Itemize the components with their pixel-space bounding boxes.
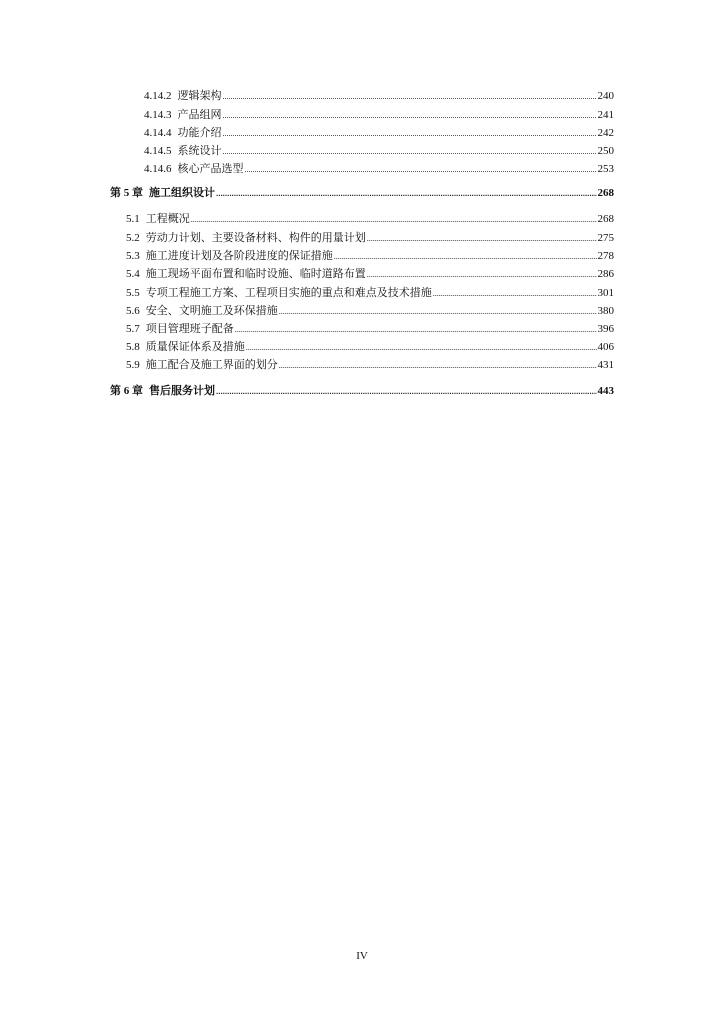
toc-entry-title: 安全、文明施工及环保措施 (145, 305, 278, 317)
toc-chapter-title: 售后服务计划 (149, 385, 215, 397)
page-number-footer: IV (356, 950, 368, 962)
toc-chapter-page: 443 (597, 385, 614, 397)
toc-entry-4-14-5[interactable] (144, 144, 614, 159)
toc-entry-title: 施工现场平面布置和临时设施、临时道路布置 (145, 268, 366, 280)
toc-leader-dots (367, 232, 597, 246)
toc-entry-4-14-2[interactable] (144, 89, 614, 104)
toc-chapter-number: 第 5 章 (110, 187, 143, 199)
toc-entry-page: 286 (597, 268, 614, 280)
toc-chapter-6[interactable] (110, 384, 614, 399)
toc-chapter-number: 第 6 章 (110, 385, 143, 397)
toc-entry-page: 241 (597, 109, 614, 121)
toc-entry-5-3[interactable] (126, 249, 614, 264)
toc-entry-number: 5.9 (126, 359, 140, 371)
toc-entry-5-2[interactable] (126, 231, 614, 246)
toc-entry-title: 项目管理班子配备 (145, 323, 234, 335)
toc-leader-dots (223, 127, 597, 141)
toc-leader-dots (279, 359, 597, 373)
toc-leader-dots (433, 287, 597, 301)
toc-entry-4-14-3[interactable] (144, 108, 614, 123)
toc-entry-5-5[interactable] (126, 286, 614, 301)
toc-leader-dots (216, 187, 597, 201)
toc-entry-number: 4.14.6 (144, 163, 172, 175)
toc-leader-dots (334, 250, 597, 264)
toc-entry-title: 核心产品选型 (177, 163, 244, 175)
toc-entry-number: 5.7 (126, 323, 140, 335)
toc-entry-title: 劳动力计划、主要设备材料、构件的用量计划 (145, 232, 366, 244)
toc-entry-4-14-6[interactable] (144, 162, 614, 177)
toc-entry-page: 380 (597, 305, 614, 317)
toc-leader-dots (223, 145, 597, 159)
toc-entry-number: 4.14.3 (144, 109, 172, 121)
toc-entry-page: 301 (597, 287, 614, 299)
toc-entry-title: 工程概况 (145, 213, 190, 225)
toc-entry-page: 250 (597, 145, 614, 157)
toc-entry-page: 242 (597, 127, 614, 139)
toc-entry-number: 5.4 (126, 268, 140, 280)
toc-entry-4-14-4[interactable] (144, 126, 614, 141)
toc-entry-title: 施工配合及施工界面的划分 (145, 359, 278, 371)
toc-chapter-page: 268 (597, 187, 614, 199)
toc-entry-number: 5.6 (126, 305, 140, 317)
toc-entry-page: 253 (597, 163, 614, 175)
toc-entry-number: 5.3 (126, 250, 140, 262)
toc-entry-number: 5.2 (126, 232, 140, 244)
toc-entry-5-9[interactable] (126, 358, 614, 373)
toc-entry-title: 专项工程施工方案、工程项目实施的重点和难点及技术措施 (145, 287, 432, 299)
toc-chapter-title: 施工组织设计 (149, 187, 215, 199)
toc-entry-number: 4.14.5 (144, 145, 172, 157)
toc-entry-page: 431 (597, 359, 614, 371)
toc-entry-5-1[interactable] (126, 212, 614, 227)
toc-entry-page: 275 (597, 232, 614, 244)
toc-entry-number: 5.1 (126, 213, 140, 225)
toc-leader-dots (191, 213, 597, 227)
toc-entry-5-6[interactable] (126, 304, 614, 319)
toc-entry-title: 功能介绍 (177, 127, 222, 139)
toc-leader-dots (235, 323, 597, 337)
toc-leader-dots (223, 109, 597, 123)
toc-entry-page: 268 (597, 213, 614, 225)
toc-entry-5-7[interactable] (126, 322, 614, 337)
toc-entry-number: 5.5 (126, 287, 140, 299)
toc-leader-dots (246, 341, 597, 355)
toc-entry-5-8[interactable] (126, 340, 614, 355)
toc-leader-dots (223, 90, 597, 104)
toc-entry-page: 240 (597, 90, 614, 102)
toc-leader-dots (216, 385, 597, 399)
toc-entry-number: 4.14.4 (144, 127, 172, 139)
toc-entry-page: 406 (597, 341, 614, 353)
toc-entry-title: 系统设计 (177, 145, 222, 157)
toc-entry-page: 396 (597, 323, 614, 335)
toc-leader-dots (367, 268, 597, 282)
toc-entry-number: 4.14.2 (144, 90, 172, 102)
toc-leader-dots (245, 163, 597, 177)
toc-entry-title: 产品组网 (177, 109, 222, 121)
toc-leader-dots (279, 305, 597, 319)
toc-entry-title: 逻辑架构 (177, 90, 222, 102)
toc-entry-number: 5.8 (126, 341, 140, 353)
toc-entry-page: 278 (597, 250, 614, 262)
toc-chapter-5[interactable] (110, 186, 614, 201)
toc-entry-title: 质量保证体系及措施 (145, 341, 245, 353)
toc-entry-title: 施工进度计划及各阶段进度的保证措施 (145, 250, 333, 262)
toc-entry-5-4[interactable] (126, 267, 614, 282)
